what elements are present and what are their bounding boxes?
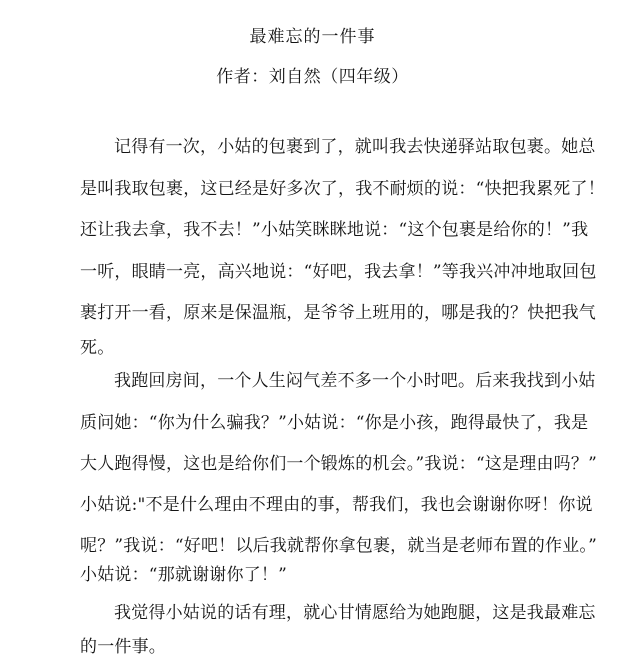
document-title: 最难忘的一件事 (249, 27, 376, 47)
text-line: 记得有一次，小姑的包裹到了，就叫我去快递驿站取包裹。她总 (114, 137, 596, 157)
text-line: 质问她：“你为什么骗我？”小姑说：“你是小孩，跑得最快了，我是 (80, 413, 589, 433)
text-line: 我跑回房间，一个人生闷气差不多一个小时吧。后来我找到小姑 (114, 371, 596, 391)
text-line: 还让我去拿，我不去！”小姑笑眯眯地说：“这个包裹是给你的！”我 (80, 220, 589, 240)
text-line: 小姑说:"不是什么理由不理由的事，帮我们，我也会谢谢你呀！你说 (80, 495, 593, 515)
text-line: 一听，眼睛一亮，高兴地说：“好吧，我去拿！”等我兴冲冲地取回包 (80, 262, 597, 282)
document-author: 作者：刘自然（四年级） (216, 67, 409, 87)
text-line: 小姑说：“那就谢谢你了！” (80, 565, 287, 585)
text-line: 裹打开一看，原来是保温瓶，是爷爷上班用的，哪是我的？快把我气 (80, 303, 596, 323)
text-line: 死。 (80, 338, 115, 358)
text-line: 呢？”我说：“好吧！以后我就帮你拿包裹，就当是老师布置的作业。” (80, 536, 597, 556)
text-line: 我觉得小姑说的话有理，就心甘情愿给为她跑腿，这是我最难忘 (114, 603, 596, 623)
text-line: 大人跑得慢，这也是给你们一个锻炼的机会。”我说：“这是理由吗？” (80, 454, 597, 474)
text-line: 是叫我取包裹，这已经是好多次了，我不耐烦的说：“快把我累死了！ (80, 179, 605, 199)
text-line: 的一件事。 (80, 637, 166, 657)
